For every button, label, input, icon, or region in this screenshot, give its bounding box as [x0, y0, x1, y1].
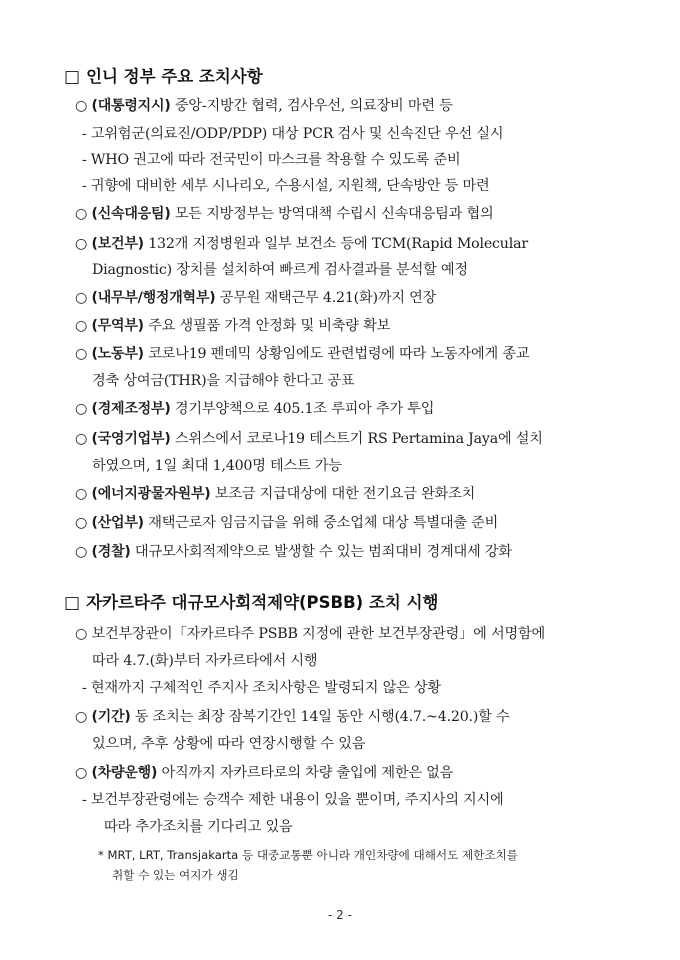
item-tag: (보건부): [91, 236, 144, 252]
circle-bullet: ○: [75, 765, 88, 781]
item-text: 코로나19 펜데믹 상황임에도 관련법령에 따라 노동자에게 종교: [148, 346, 530, 362]
item-text: 동 조치는 최장 잠복기간인 14일 동안 시행(4.7.~4.20.)할 수: [134, 709, 510, 725]
footnote: [98, 846, 518, 864]
item-tag: (노동부): [91, 346, 144, 362]
item-text: 대규모사회적제약으로 발생할 수 있는 범죄대비 경계대세 강화: [134, 544, 512, 560]
item-text: 보조금 지급대상에 대한 전기요금 완화조치: [214, 486, 476, 502]
item-text: 모든 지방정부는 방역대책 수립시 신속대응팀과 협의: [174, 206, 494, 222]
circle-bullet: ○: [75, 544, 88, 560]
item-text: 보건부장관령에는 승객수 제한 내용이 있을 뿐이며, 주지사의 지시에: [90, 792, 504, 808]
list-item: [75, 624, 545, 644]
item-continuation: Diagnostic) 장치를 설치하여 빠르게 검사결과를 분석할 예정: [92, 262, 468, 278]
section-title: 자카르타주 대규모사회적제약(PSBB) 조치 시행: [86, 593, 439, 612]
section-heading: [64, 63, 263, 87]
footnote-text: MRT, LRT, Transjakarta 등 대중교통뿐 아니라 개인차량에 대해서도 제한조치를: [107, 848, 518, 862]
dash-bullet: -: [82, 126, 87, 142]
dash-bullet: -: [82, 178, 87, 194]
circle-bullet: ○: [75, 401, 88, 417]
page-number: - 2 -: [328, 908, 352, 922]
item-tag: (국영기업부): [91, 431, 171, 447]
item-text: 공무원 재택근무 4.21(화)까지 연장: [219, 290, 437, 306]
item-tag: (신속대응팀): [91, 206, 171, 222]
asterisk-bullet: *: [98, 848, 104, 862]
item-text: 경기부양책으로 405.1조 루피아 추가 투입: [174, 401, 435, 417]
list-item: [75, 316, 390, 336]
item-tag: (내무부/행정개혁부): [91, 290, 216, 306]
item-text: 재택근로자 임금지급을 위해 중소업체 대상 특별대출 준비: [148, 515, 499, 531]
item-tag: (경찰): [91, 544, 131, 560]
item-tag: (대통령지시): [91, 98, 171, 114]
circle-bullet: ○: [75, 515, 88, 531]
list-item: [75, 344, 529, 364]
circle-bullet: ○: [75, 486, 88, 502]
list-item: [75, 399, 434, 419]
item-continuation: 경축 상여금(THR)을 지급해야 한다고 공표: [92, 373, 355, 389]
sub-item: [82, 678, 441, 698]
circle-bullet: ○: [75, 626, 88, 642]
circle-bullet: ○: [75, 431, 88, 447]
item-text: 132개 지정병원과 일부 보건소 등에 TCM(Rapid Molecular: [148, 236, 528, 252]
circle-bullet: ○: [75, 346, 88, 362]
dash-bullet: -: [82, 792, 87, 808]
item-tag: (무역부): [91, 318, 144, 334]
list-item: [75, 484, 475, 504]
item-tag: (차량운행): [91, 765, 158, 781]
item-text: 보건부장관이「자카르타주 PSBB 지정에 관한 보건부장관령」에 서명함에: [91, 626, 545, 642]
circle-bullet: ○: [75, 290, 88, 306]
item-continuation: 따라 4.7.(화)부터 자카르타에서 시행: [92, 653, 318, 669]
square-marker: □: [64, 593, 81, 613]
list-item: [75, 234, 528, 254]
sub-item: [82, 124, 503, 144]
item-tag: (경제조정부): [91, 401, 171, 417]
sub-item: [82, 790, 504, 810]
circle-bullet: ○: [75, 206, 88, 222]
circle-bullet: ○: [75, 709, 88, 725]
list-item: [75, 204, 494, 224]
item-continuation: 하였으며, 1일 최대 1,400명 테스트 가능: [92, 458, 342, 474]
section-heading: [64, 589, 438, 613]
item-text: WHO 권고에 따라 전국민이 마스크를 착용할 수 있도록 준비: [90, 152, 461, 168]
item-text: 아직까지 자카르타로의 차량 출입에 제한은 없음: [161, 765, 454, 781]
item-continuation: 따라 추가조치를 기다리고 있음: [104, 819, 293, 835]
dash-bullet: -: [82, 680, 87, 696]
dash-bullet: -: [82, 152, 87, 168]
footnote-continuation: 취할 수 있는 여지가 생김: [112, 868, 239, 882]
item-text: 중앙-지방간 협력, 검사우선, 의료장비 마련 등: [174, 98, 453, 114]
list-item: [75, 288, 436, 308]
item-text: 현재까지 구체적인 주지사 조치사항은 발령되지 않은 상황: [90, 680, 441, 696]
item-tag: (기간): [91, 709, 131, 725]
item-text: 고위험군(의료진/ODP/PDP) 대상 PCR 검사 및 신속진단 우선 실시: [90, 126, 504, 142]
list-item: [75, 96, 453, 116]
sub-item: [82, 150, 461, 170]
list-item: [75, 542, 512, 562]
circle-bullet: ○: [75, 236, 88, 252]
item-text: 주요 생필품 가격 안정화 및 비축량 확보: [148, 318, 391, 334]
list-item: [75, 429, 543, 449]
list-item: [75, 513, 498, 533]
item-tag: (에너지광물자원부): [91, 486, 211, 502]
square-marker: □: [64, 67, 81, 87]
list-item: [75, 763, 453, 783]
section-title: 인니 정부 주요 조치사항: [86, 67, 263, 86]
list-item: [75, 707, 510, 727]
item-tag: (산업부): [91, 515, 144, 531]
circle-bullet: ○: [75, 318, 88, 334]
item-text: 스위스에서 코로나19 테스트기 RS Pertamina Jaya에 설치: [174, 431, 543, 447]
circle-bullet: ○: [75, 98, 88, 114]
item-continuation: 있으며, 추후 상황에 따라 연장시행할 수 있음: [92, 736, 366, 752]
item-text: 귀향에 대비한 세부 시나리오, 수용시설, 지원책, 단속방안 등 마련: [90, 178, 490, 194]
sub-item: [82, 176, 489, 196]
